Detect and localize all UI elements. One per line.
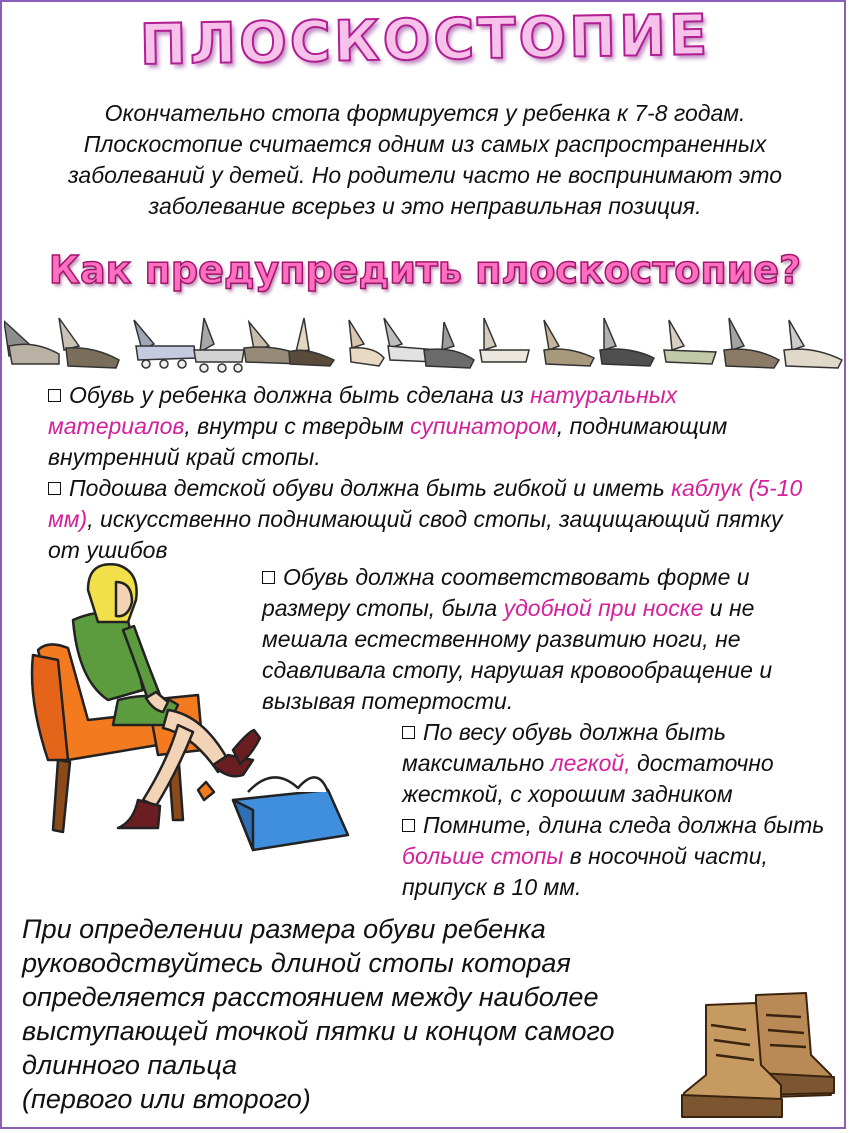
highlight-text: натуральных материалов [48, 382, 678, 439]
footer-main-text: При определении размера обуви ребенка руководствуйтесь длиной стопы которая определяется расстоянием между наиболее выступающей точкой пятки и концом самого длинного пальца [22, 914, 615, 1080]
bullet-text: Обувь должна соответствовать форме и размеру стопы, была [262, 564, 750, 621]
walking-feet-illustration [4, 316, 846, 376]
bullet-flexible-sole [48, 473, 808, 566]
checkbox-icon [48, 389, 61, 402]
woman-trying-shoe-illustration [28, 560, 368, 860]
bullet-length-allowance [402, 810, 832, 903]
footer-note [22, 912, 672, 1116]
bullet-text: По весу обувь должна быть максимально [402, 719, 726, 776]
page-title: ПЛОСКОСТОПИЕ [139, 3, 711, 78]
bullet-text: Подошва детской обуви должна быть гибкой и иметь [69, 475, 672, 501]
bullet-text: Помните, длина следа должна быть [423, 812, 825, 838]
bullet-text: и не мешала естественному развитию ноги, не сдавливала стопу, нарушая кровообращение и вызывая потертости. [262, 595, 773, 714]
highlight-text: удобной при носке [503, 595, 704, 621]
checkbox-icon [402, 726, 415, 739]
bullet-text: достаточно жесткой, с хорошим задником [402, 750, 774, 807]
bullet-text: , внутри с твердым [184, 413, 411, 439]
checkbox-icon [402, 819, 415, 832]
checkbox-icon [48, 482, 61, 495]
section-heading: Как предупредить плоскостопие? [48, 248, 802, 292]
bullet-text: в носочной части, припуск в 10 мм. [402, 843, 768, 900]
highlight-text: супинатором [410, 413, 557, 439]
highlight-text: каблук (5-10 мм) [48, 475, 803, 532]
bullet-natural-materials [48, 380, 808, 473]
footer-parenthetical: (первого или второго) [22, 1084, 311, 1114]
intro-paragraph: Окончательно стопа формируется у ребенка к 7-8 годам. Плоскостопие считается одним из самых распространенных заболеваний у детей. Но родители часто не воспринимают это заболевание всерьез и это неправильная позиция. [67, 100, 782, 219]
boots-illustration [676, 985, 836, 1125]
bullet-text: , искусственно поднимающий свод стопы, защищающий пятку от ушибов [48, 506, 783, 563]
highlight-text: больше стопы [402, 843, 564, 869]
bullet-text: Обувь у ребенка должна быть сделана из [69, 382, 531, 408]
bullet-weight [402, 717, 832, 810]
highlight-text: легкой, [550, 750, 631, 776]
bullet-text: , поднимающим внутренний край стопы. [48, 413, 728, 470]
